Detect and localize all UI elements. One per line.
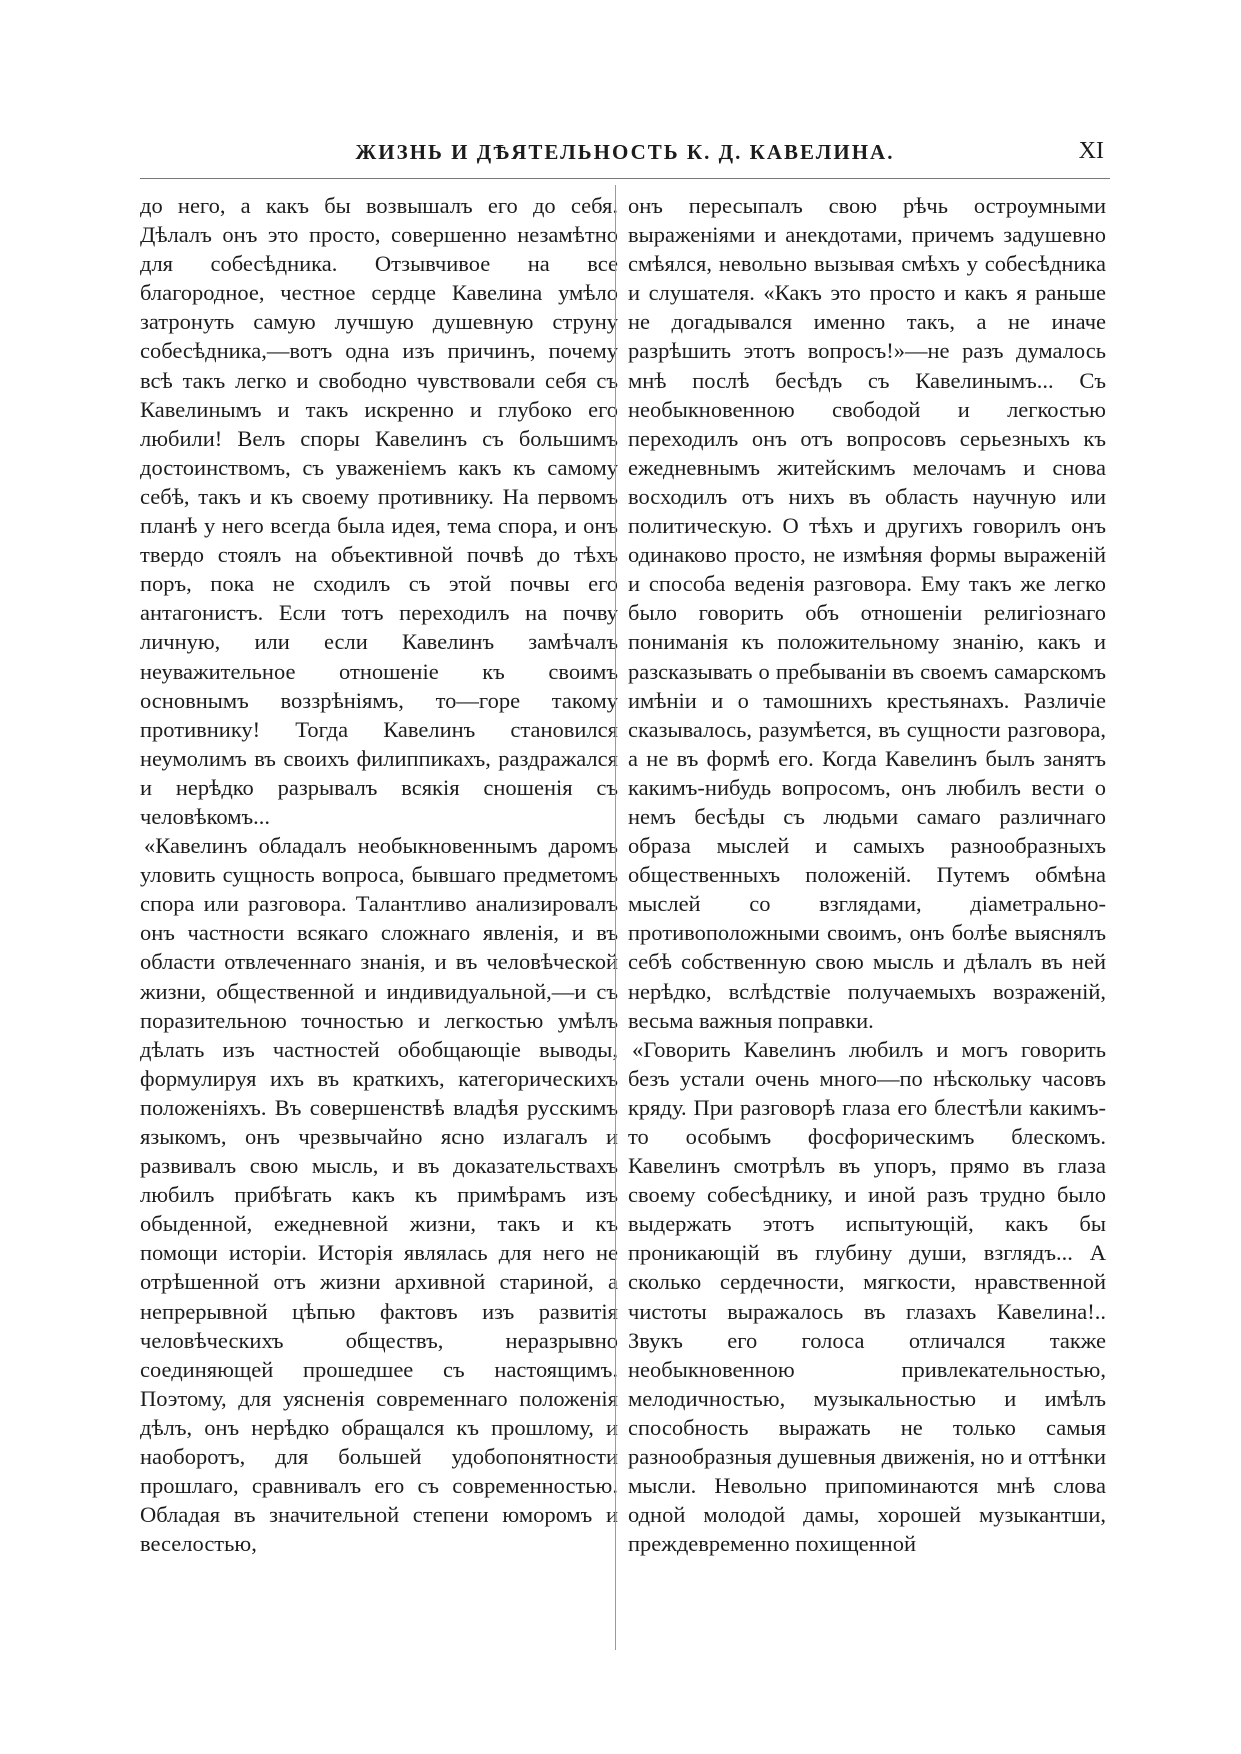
running-head (140, 138, 1110, 170)
left-column (140, 191, 618, 1558)
paragraph: онъ пересыпалъ свою рѣчь остроумными выраженіями и анекдотами, причемъ задушевно смѣялся, невольно вызывая смѣхъ у собесѣдника и слушателя. «Какъ это просто и какъ я раньше не догадывался именно такъ, а не иначе разрѣшить этотъ вопросъ!»—не разъ думалось мнѣ послѣ бесѣдъ съ Кавелинымъ... Съ необыкновенною свободой и легкостью переходилъ онъ отъ вопросовъ серьезныхъ къ ежедневнымъ житейскимъ мелочамъ и снова восходилъ отъ нихъ въ область научную или политическую. О тѣхъ и другихъ говорилъ онъ одинаково просто, не измѣняя формы выраженій и способа веденія разговора. Ему такъ же легко было говорить объ отношеніи религіознаго пониманія къ положительному знанію, какъ и разсказывать о пребываніи въ своемъ самарскомъ имѣніи и о тамошнихъ крестьянахъ. Различіе сказывалось, разумѣется, въ сущности разговора, а не въ формѣ его. Когда Кавелинъ былъ занятъ какимъ-нибудь вопросомъ, онъ любилъ вести о немъ бесѣды съ людьми самаго различнаго образа мыслей и самыхъ разнообразныхъ общественныхъ положеній. Путемъ обмѣна мыслей со взглядами, діаметрально-противоположными своимъ, онъ болѣе выяснялъ себѣ собственную свою мысль и дѣлалъ въ ней нерѣдко, вслѣдствіе получаемыхъ возраженій, весьма важныя поправки. (628, 193, 1106, 1033)
running-title: ЖИЗНЬ И ДѢЯТЕЛЬНОСТЬ К. Д. КАВЕЛИНА. (355, 140, 895, 164)
column-divider (615, 185, 616, 1650)
paragraph: «Говорить Кавелинъ любилъ и могъ говорить безъ устали очень много—по нѣскольку часовъ кряду. При разговорѣ глаза его блестѣли какимъ-то особымъ фосфорическимъ блескомъ. Кавелинъ смотрѣлъ въ упоръ, прямо въ глаза своему собесѣднику, и иной разъ трудно было выдержать этотъ испытующій, какъ бы проникающій въ глубину души, взглядъ... А сколько сердечности, мягкости, нравственной чистоты выражалось въ глазахъ Кавелина!.. Звукъ его голоса отличался также необыкновенною привлекательностью, мелодичностью, музыкальностью и имѣлъ способность выражать не только самыя разнообразныя душевныя движенія, но и оттѣнки мысли. Невольно припоминаются мнѣ слова одной молодой дамы, хорошей музыкантши, преждевременно похищенной (628, 1036, 1106, 1557)
paragraph: до него, а какъ бы возвышалъ его до себя. Дѣлалъ онъ это просто, совершенно незамѣтно для собесѣдника. Отзывчивое на все благородное, честное сердце Кавелина умѣло затронуть самую лучшую душевную струну собесѣдника,—вотъ одна изъ причинъ, почему всѣ такъ легко и свободно чувствовали себя съ Кавелинымъ и такъ искренно и глубоко его любили! Велъ споры Кавелинъ съ большимъ достоинствомъ, съ уваженіемъ какъ къ самому себѣ, такъ и къ своему противнику. На первомъ планѣ у него всегда была идея, тема спора, и онъ твердо стоялъ на объективной почвѣ до тѣхъ поръ, пока не сходилъ съ этой почвы его антагонистъ. Если тотъ переходилъ на почву личную, или если Кавелинъ замѣчалъ неуважительное отношеніе къ своимъ основнымъ воззрѣніямъ, то—горе такому противнику! Тогда Кавелинъ становился неумолимъ въ своихъ филиппикахъ, раздражался и нерѣдко разрывалъ всякія сношенія съ человѣкомъ... (140, 193, 618, 829)
right-column (628, 191, 1106, 1558)
paragraph: «Кавелинъ обладалъ необыкновеннымъ даромъ уловить сущность вопроса, бывшаго предметомъ спора или разговора. Талантливо анализировалъ онъ частности всякаго сложнаго явленія, и въ области отвлеченнаго знанія, и въ человѣческой жизни, общественной и индивидуальной,—и съ поразительною точностью и легкостью умѣлъ дѣлать изъ частностей обобщающіе выводы, формулируя ихъ въ краткихъ, категорическихъ положеніяхъ. Въ совершенствѣ владѣя русскимъ языкомъ, онъ чрезвычайно ясно излагалъ и развивалъ свою мысль, и въ доказательствахъ любилъ прибѣгать какъ къ примѣрамъ изъ обыденной, ежедневной жизни, такъ и къ помощи исторіи. Исторія являлась для него не отрѣшенной отъ жизни архивной стариной, а непрерывной цѣпью фактовъ изъ развитія человѣческихъ обществъ, неразрывно соединяющей прошедшее съ настоящимъ. Поэтому, для уясненія современнаго положенія дѣлъ, онъ нерѣдко обращался къ прошлому, и наоборотъ, для большей удобопонятности прошлаго, сравнивалъ его съ современностью. Обладая въ значительной степени юморомъ и веселостью, (140, 833, 618, 1557)
header-rule (140, 178, 1110, 179)
page-number: XI (1078, 138, 1104, 164)
